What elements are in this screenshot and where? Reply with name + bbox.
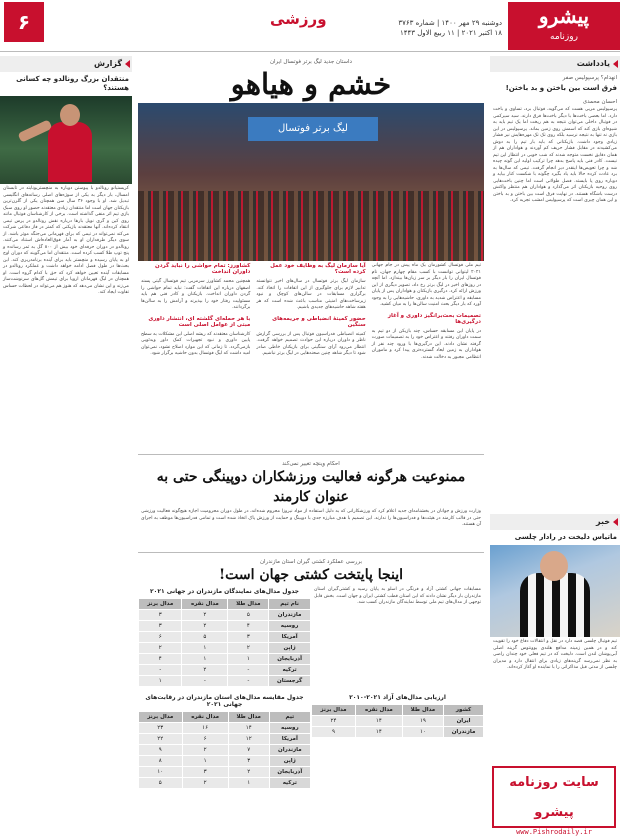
player-photo: [490, 545, 620, 637]
news-body: تیم فوتبال چلسی قصد دارد در نقل و انتقالات دفاع خود را تقویت کند و در همین زمینه مدافع هلندی یوونتوس گزینه اصلی آبی‌پوشان لندن است. دلیخت که در تیم فعلی خود چندان راضی به نظر نمی‌رسد گزینه‌های زیادی برای انتقال دارد و مدیران چلسی از مدتی قبل مذاکراتی را با نماینده او آغاز کرده‌اند.: [493, 639, 617, 670]
jersey-shape: [48, 122, 92, 182]
divider: [138, 552, 484, 553]
wrestling-text: [311, 585, 484, 687]
tables-row: [138, 691, 484, 789]
table-cell: -: [182, 676, 228, 687]
table-cell: مازندران: [269, 745, 310, 756]
table-header-cell: مدال طلا: [402, 705, 443, 716]
table-row: [139, 621, 311, 632]
table-cell: آمریکا: [269, 632, 311, 643]
table-cell: ۲۴: [312, 716, 356, 727]
jersey-shape: [520, 573, 590, 637]
subhead-5: با هر حمله‌ای گلشته ای، انتشار داوری مبتی از عوامل اصلی است: [148, 315, 251, 328]
note-kicker: انهدام؟ پرسپولیس صفر: [562, 75, 617, 81]
table-row: [312, 716, 484, 727]
story-body-c: سازمان لیگ برتر فوتسال در سال‌های اخیر نتوانسته تدابیر لازم برای جلوگیری از این اتفاقات را اتخاذ کند. برگزاری مسابقات در سالن‌های کوچک و نبود زیرساخت‌های امنیتی مناسب باعث شده است که هر هفته شاهد حاشیه‌های جدیدی باشیم.: [256, 279, 366, 310]
brand-sub: روزنامه: [550, 32, 578, 42]
table-cell: ۲: [228, 767, 269, 778]
table-row: [139, 778, 311, 789]
table-row: [139, 734, 311, 745]
table-cell: ۷: [228, 745, 269, 756]
story-body-e: همچنین محمد کشاورز سرمربی تیم فوتسال گیتی پسند اصفهان درباره این اتفاقات گفت: نباید تمام حواشی را گردن داوران انداخت. بازیکنان و کادر فنی هم باید مسئولیت رفتار خود را بپذیرند و آرامش را به سالن‌ها برگردانند.: [141, 279, 251, 310]
divider: [138, 454, 484, 455]
table-cell: ۱: [139, 676, 182, 687]
table3-wrapper: [311, 691, 484, 789]
table-header-cell: مدال طلا: [228, 712, 269, 723]
head-shape: [60, 104, 80, 126]
triangle-icon: [613, 60, 618, 68]
medal-table-3: [311, 704, 484, 738]
main-story-columns: [138, 261, 484, 451]
table-cell: ۳: [139, 610, 182, 621]
issue-date: [382, 18, 502, 38]
table-cell: ۹: [139, 745, 183, 756]
note-body: پرسپولیس مربی هست که می‌گوید، فوتبال برد، تساوی و باخت دارد. اما بعضی باخت‌ها با دیگر باخت‌ها فرق دارند. سید سیرکمی در فوتبال داخلی می‌توان نتیجه به هم ریخت اما یک تیم باید به شیوه‌ای بازی کند که اسمش روی زمین بماند. پرسپولیس در این بازی نه تنها به نتیجه نرسید بلکه روی تک تک مهره‌هایش نیز فشار زیادی وجود داشت. بازیکنانی که باید بار تیم را به دوش می‌کشیدند در مقابل فشار حریف کم آوردند و هواداران هم از همان دقایق نخست متوجه شدند که شب خوبی در انتظار این تیم نیست. کادر فنی باید پاسخ بدهد چرا ترکیب اولیه این گونه چیده شد و چرا تعویض‌ها اینقدر دیر انجام گرفت. تیمی که سال‌ها به برد عادت کرده حالا باید یاد بگیرد چگونه با شکست کنار بیاید و دوباره روی پا بایستد. فصل طولانی است اما چنین باخت‌هایی روی روحیه بازیکنان اثر می‌گذارد و هواداران هم منتظر واکنش درست باشگاه هستند. در نهایت فرق است بین باختن و بد باختن و این همان چیزی است که پرسپولیس امشب تجربه کرد.: [493, 107, 617, 203]
report-title[interactable]: منتقدان بزرگ رونالدو چه کسانی هستند؟: [16, 75, 129, 92]
head-shape: [540, 551, 568, 581]
table-row: [139, 643, 311, 654]
table-cell: ۱: [228, 778, 269, 789]
table-cell: ۱: [182, 643, 228, 654]
table-cell: ۱۴: [228, 723, 269, 734]
table-cell: ۵: [182, 632, 228, 643]
table-cell: ژاپن: [269, 756, 310, 767]
table-cell: ۵: [228, 610, 269, 621]
table-cell: ۲: [182, 778, 228, 789]
right-column: [490, 56, 620, 834]
table-cell: آمریکا: [269, 734, 310, 745]
table-cell: -: [139, 665, 182, 676]
report-body: کریستیانو رونالدو با پیوستن دوباره به منچستریونایتد در تابستان امسال، بار دیگر به یکی از سوژه‌های اصلی رسانه‌های انگلیسی تبدیل شد. او با وجود ۳۶ سال سن همچنان یکی از گلزن‌ترین بازیکنان جهان است اما منتقدان زیادی معتقدند حضور او روی سبک بازی تیم اثر منفی گذاشته است. برخی از کارشناسان فوتبال مانند روی کین و گری نویل بارها درباره نقش رونالدو در پرس تیمی انتقاد کرده‌اند. آنها معتقدند بازیکنی که کمتر در فاز دفاعی شرکت می‌کند نمی‌تواند در تیمی که برای قهرمانی می‌جنگد موثر باشد. از سوی دیگر طرفداران او به آمار فوق‌العاده‌اش استناد می‌کنند. رونالدو در دوران حرفه‌ای خود بیش از ۸۰۰ گل به ثمر رسانده و پنج توپ طلا کسب کرده است. منتقدان اما می‌گویند که دوران اوج او به پایان رسیده و منچستر باید برای آینده برنامه‌ریزی کند. این بحث‌ها در طول فصل ادامه خواهد داشت و عملکرد رونالدو در مسابقات آینده تعیین خواهد کرد که حق با کدام گروه است. او همچنان در لیگ قهرمانان اروپا برای تیمش گل‌های سرنوشت‌ساز می‌زند و این نشان می‌دهد که هنوز هم می‌تواند در لحظات حساس تفاوت ایجاد کند.: [3, 186, 129, 295]
crowd-shape: [138, 191, 484, 261]
medal-table-1: [138, 598, 311, 687]
report-header-label: گزارش: [93, 59, 122, 68]
table-row: [312, 727, 484, 738]
story-body-a: تیم ملی فوتسال کشورمان یک ماه پیش در جام جهانی ۲۰۲۱ لیتوانی توانست با کسب مقام چهارم جهان، نام فوتسال ایران را بار دیگر بر سر زبان‌ها بیندازد. اما آنچه در روزهای اخیر در لیگ برتر رخ داد، تصویر دیگری از این ورزش ارائه کرد. درگیری بازیکنان و هواداران پس از پایان مسابقه و اعتراض شدید به داوری، حاشیه‌هایی را به وجود آورد که بار دیگر بحث امنیت سالن‌ها را به میان کشید.: [371, 263, 481, 307]
table-cell: ترکیه: [269, 665, 311, 676]
table3-caption: ارزیابی مدال‌های آزاد ۲۰۲۱-۲۰۱۰: [349, 694, 446, 701]
table-header-cell: مدال برنز: [139, 712, 183, 723]
section-title: ورزشی: [270, 10, 327, 28]
subhead-2: آیا سازمان لیگ به وظایف خود عمل کرده است؟: [270, 263, 366, 275]
main-kicker: داستان جدید لیگ برتر فوتسال ایران: [269, 59, 353, 65]
table-cell: ایران: [444, 716, 484, 727]
table-cell: ۵: [139, 778, 183, 789]
table-cell: ترکیه: [269, 778, 310, 789]
table-cell: ۸: [139, 756, 183, 767]
table-cell: -: [228, 676, 269, 687]
triangle-icon: [125, 60, 130, 68]
table-cell: ۲۳: [139, 723, 183, 734]
table-cell: روسیه: [269, 621, 311, 632]
table-cell: ۳: [182, 767, 228, 778]
table1-wrapper: [138, 585, 311, 687]
website-ad[interactable]: [492, 766, 616, 836]
table-header-cell: مدال نقره: [182, 712, 228, 723]
table-cell: -: [228, 665, 269, 676]
table-header-cell: مدال برنز: [312, 705, 356, 716]
brand-name: پیشرو: [538, 4, 590, 28]
story-body-b: در پایان این مسابقه حساس، چند بازیکن از دو تیم به سمت داوران رفتند و اعتراض خود را به تصمیمات صورت گرفته نشان دادند. این درگیری‌ها با ورود چند نفر از هواداران به زمین ابعاد گسترده‌تری پیدا کرد و ماموران انتظامی مجبور به دخالت شدند.: [371, 328, 481, 360]
table-cell: آذربایجان: [269, 654, 311, 665]
website-url[interactable]: www.Pishrodaily.ir: [516, 828, 592, 836]
table-cell: ۶: [139, 632, 182, 643]
website-ad-title: سایت روزنامه پیشرو: [509, 775, 599, 820]
story2-kicker: احکام وینچه تغییر نمی‌کند: [282, 461, 340, 467]
table-cell: ۱۶: [182, 723, 228, 734]
table-row: [139, 676, 311, 687]
news-header: [490, 514, 620, 530]
main-column: [138, 56, 484, 832]
table-cell: ۱۹: [402, 716, 443, 727]
table-row: [139, 745, 311, 756]
story-column-2: [253, 261, 368, 451]
story-body-d: کمیته انضباطی فدراسیون فوتبال پس از بررسی گزارش ناظر و داوران درباره این حوادث تصمیم خواهد گرفت. انتظار می‌رود آرای سنگینی برای بازیکنان خاطی صادر شود تا دیگر شاهد چنین صحنه‌هایی در لیگ برتر نباشیم.: [256, 331, 366, 356]
report-header: [0, 56, 132, 72]
table-cell: ۲: [182, 745, 228, 756]
story3-kicker: بررسی عملکرد کشتی گیران استان مازندران: [259, 559, 363, 565]
table-cell: ۲: [139, 643, 182, 654]
table-header-cell: مدال طلا: [228, 599, 269, 610]
table-cell: مازندران: [444, 727, 484, 738]
table1-caption: جدول مدال‌های نمایندگان مازندران در جهانی ۲۰۲۱: [150, 588, 299, 595]
table-cell: آذربایجان: [269, 767, 310, 778]
table-cell: ۲: [182, 610, 228, 621]
medal-table-2: [138, 711, 311, 789]
masthead: [0, 0, 620, 52]
story2-headline[interactable]: ممنوعیت هرگونه فعالیت ورزشکاران دوپینگی حتی به عنوان کارمند: [156, 469, 466, 505]
ronaldo-photo: [0, 96, 132, 184]
table-row: [139, 632, 311, 643]
table-cell: ۲: [182, 621, 228, 632]
table-cell: ۲: [228, 643, 269, 654]
table-cell: ۱۰: [139, 767, 183, 778]
futsal-brawl-photo: [138, 103, 484, 261]
table-cell: ۱۴: [356, 727, 403, 738]
news-header-label: خبر: [595, 517, 610, 526]
table-cell: روسیه: [269, 723, 310, 734]
story3-body: مسابقات جهانی کشتی آزاد و فرنگی در اسلو به پایان رسید و کشتی‌گیران استان مازندران بار دیگر نشان دادند که این استان قطب کشتی ایران و جهان است. بخش قابل توجهی از مدال‌های تیم ملی توسط نمایندگان مازندران کسب شد.: [314, 587, 481, 605]
table2-wrapper: [138, 691, 311, 789]
table-cell: ۱۰: [402, 727, 443, 738]
table-cell: مازندران: [269, 610, 311, 621]
note-author: احسان محمدی: [582, 99, 617, 105]
subhead-4: کشاورز: تمام حواشی را نباید گردن داوران انداخت: [155, 263, 251, 275]
table2-caption: جدول مقایسه مدال‌های استان مازندران در رقابت‌های جهانی ۲۰۲۱: [145, 694, 304, 708]
table-row: [139, 665, 311, 676]
table-header-cell: مدال نقره: [356, 705, 403, 716]
table-cell: ۴: [139, 654, 182, 665]
triangle-icon: [613, 518, 618, 526]
table-cell: ۱: [182, 756, 228, 767]
table-cell: ۱: [182, 654, 228, 665]
date-line-2: ۱۸ اکتبر ۲۰۲۱ | ۱۱ ربیع الاول ۱۴۴۳: [399, 29, 502, 37]
note-header: [490, 56, 620, 72]
table-cell: ۱۴: [356, 716, 403, 727]
story3-headline[interactable]: اینجا پایتخت کشتی جهان است!: [218, 567, 404, 583]
photo-banner: لیگ برتر فوتسال: [248, 117, 378, 141]
table-cell: ۳: [228, 756, 269, 767]
table-row: [139, 723, 311, 734]
note-header-label: یادداشت: [576, 59, 610, 68]
table-cell: ژاپن: [269, 643, 311, 654]
page-number: ۶: [4, 2, 44, 42]
table-cell: ۶: [182, 734, 228, 745]
date-line-1: دوشنبه ۲۹ مهر ۱۴۰۰ | شماره ۳۷۶۳: [398, 19, 502, 27]
table-cell: ۱۲: [228, 734, 269, 745]
table-cell: ۳: [228, 632, 269, 643]
table-cell: ۹: [312, 727, 356, 738]
table-row: [139, 756, 311, 767]
story-column-3: [138, 261, 253, 451]
table-header-cell: مدال نقره: [182, 599, 228, 610]
table-cell: ۴: [228, 621, 269, 632]
table-cell: ۳: [139, 621, 182, 632]
note-title[interactable]: فرق است بین باختن و بد باختن!: [505, 84, 617, 92]
table-cell: ۲۲: [139, 734, 183, 745]
news-title[interactable]: ماتیاس دلیخت در رادار چلسی: [514, 533, 617, 541]
table-header-cell: تیم: [269, 712, 310, 723]
subhead-3: حضور کمیتهٔ انضباطی و جریمه‌های سنگین: [272, 315, 366, 328]
table-header-cell: نام تیم: [269, 599, 311, 610]
subhead-1: تصمیمات بحث‌برانگیز داوری و آغاز درگیری‌ها: [387, 312, 481, 325]
table-header-cell: مدال برنز: [139, 599, 182, 610]
table-row: [139, 767, 311, 778]
table-row: [139, 654, 311, 665]
table-cell: گرجستان: [269, 676, 311, 687]
table-header-cell: کشور: [444, 705, 484, 716]
story-body-f: کارشناسان معتقدند که ریشه اصلی این مشکلات به سطح پایین داوری و نبود تجهیزات کمک داور ویدئویی بازمی‌گردد. تا زمانی که این موارد اصلاح نشود، نمی‌توان امید داشت که لیگ فوتسال بدون حاشیه برگزار شود.: [141, 331, 251, 356]
newspaper-logo[interactable]: [508, 2, 620, 50]
wrestling-section: [138, 585, 484, 687]
main-headline[interactable]: خشم و هیاهو: [230, 67, 392, 101]
story-column-1: [369, 261, 484, 451]
left-column: [0, 56, 132, 834]
table-cell: ۱: [228, 654, 269, 665]
story2-body: وزارت ورزش و جوانان در بخشنامه‌ای جدید اعلام کرد که ورزشکارانی که به دلیل استفاده از مواد نیروزا محروم شده‌اند، در طول دوران محرومیت اجازه هیچ‌گونه فعالیت ورزشی حتی در قالب کارمند در هیئت‌ها و فدراسیون‌ها را ندارند. این تصمیم با هدف مبارزه جدی با دوپینگ و حمایت از ورزش پاک اتخاذ شده است و تمامی فدراسیون‌ها موظف به اجرای آن هستند.: [141, 509, 481, 527]
table-cell: ۲: [182, 665, 228, 676]
table-row: [139, 610, 311, 621]
